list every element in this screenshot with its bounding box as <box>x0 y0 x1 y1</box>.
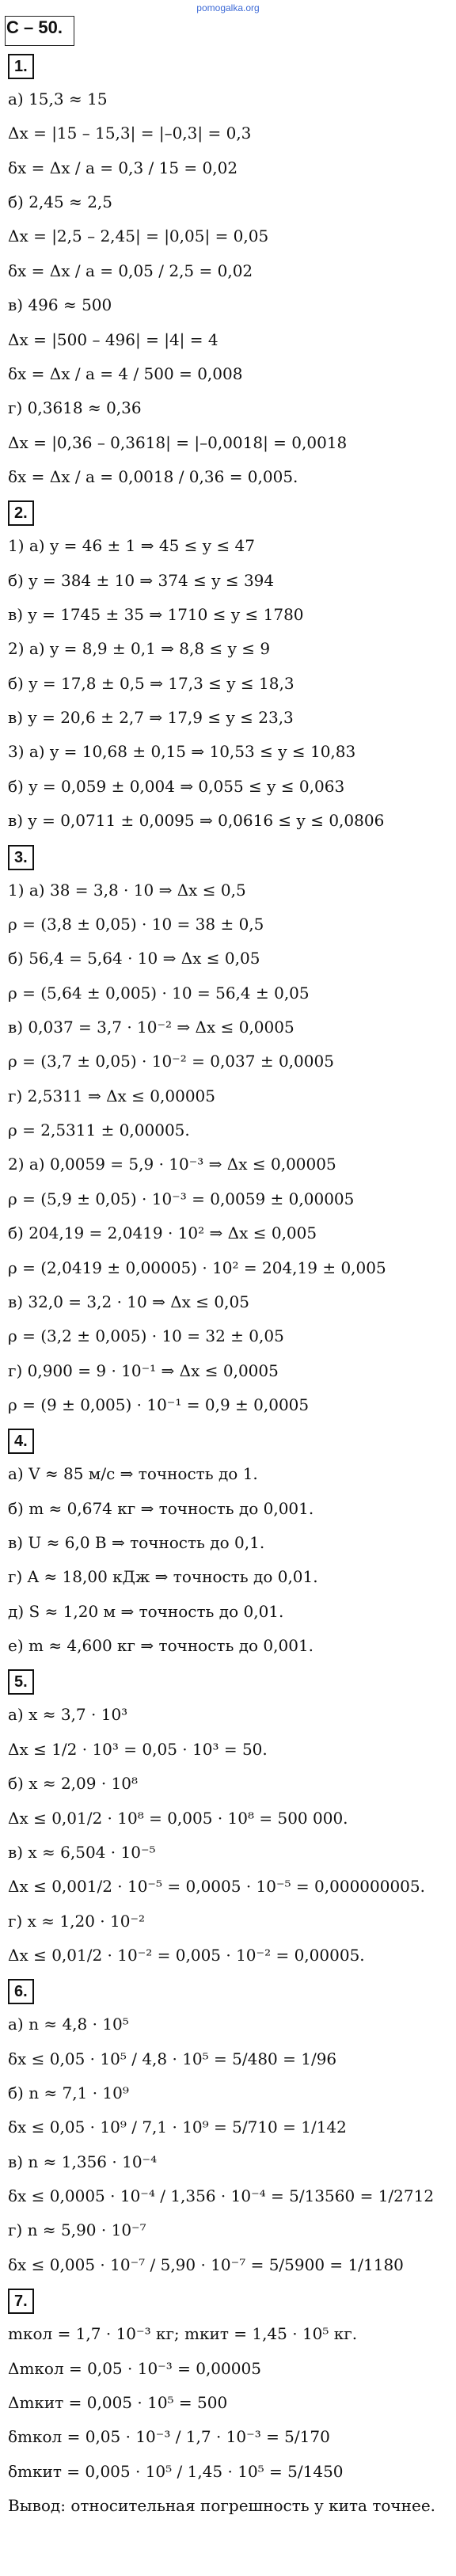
solution-line: б) y = 384 ± 10 ⇒ 374 ≤ y ≤ 394 <box>8 570 275 590</box>
solution-line: г) 0,3618 ≈ 0,36 <box>8 398 142 418</box>
solution-line: г) 2,5311 ⇒ Δx ≤ 0,00005 <box>8 1086 215 1105</box>
section-number: 7. <box>8 2289 34 2314</box>
solution-line: в) 0,037 = 3,7 · 10⁻² ⇒ Δx ≤ 0,0005 <box>8 1017 294 1037</box>
section-number: 3. <box>8 845 34 870</box>
solution-line: δx = Δx / a = 0,05 / 2,5 = 0,02 <box>8 261 253 280</box>
solution-line: г) n ≈ 5,90 · 10⁻⁷ <box>8 2220 146 2240</box>
solution-line: δx ≤ 0,05 · 10⁵ / 4,8 · 10⁵ = 5/480 = 1/96 <box>8 2049 337 2068</box>
solution-line: д) S ≈ 1,20 м ⇒ точность до 0,01. <box>8 1601 284 1621</box>
solution-line: 2) а) y = 8,9 ± 0,1 ⇒ 8,8 ≤ y ≤ 9 <box>8 639 271 659</box>
section-number: 4. <box>8 1429 34 1454</box>
solution-line: в) y = 20,6 ± 2,7 ⇒ 17,9 ≤ y ≤ 23,3 <box>8 708 294 728</box>
section-number: 1. <box>8 54 34 79</box>
solution-line: δx = Δx / a = 0,0018 / 0,36 = 0,005. <box>8 466 298 486</box>
page-title: С – 50. <box>6 17 63 37</box>
solution-line: в) y = 0,0711 ± 0,0095 ⇒ 0,0616 ≤ y ≤ 0,0806 <box>8 811 385 831</box>
conclusion: Вывод: относительная погрешность у кита точнее. <box>8 2496 436 2515</box>
solution-line: а) x ≈ 3,7 · 10³ <box>8 1705 128 1725</box>
solution-line: б) y = 0,059 ± 0,004 ⇒ 0,055 ≤ y ≤ 0,063 <box>8 776 345 796</box>
solution-line: ρ = (5,64 ± 0,005) · 10 = 56,4 ± 0,05 <box>8 983 310 1003</box>
solution-line: е) m ≈ 4,600 кг ⇒ точность до 0,001. <box>8 1636 314 1656</box>
solution-line: в) 32,0 = 3,2 · 10 ⇒ Δx ≤ 0,05 <box>8 1292 249 1311</box>
solution-line: ρ = (5,9 ± 0,05) · 10⁻³ = 0,0059 ± 0,00005 <box>8 1189 355 1208</box>
solution-line: Δx ≤ 0,001/2 · 10⁻⁵ = 0,0005 · 10⁻⁵ = 0,000000005. <box>8 1877 425 1897</box>
solution-line: г) 0,900 = 9 · 10⁻¹ ⇒ Δx ≤ 0,0005 <box>8 1360 279 1380</box>
solution-line: в) y = 1745 ± 35 ⇒ 1710 ≤ y ≤ 1780 <box>8 605 304 625</box>
solution-line: Δx = |15 – 15,3| = |–0,3| = 0,3 <box>8 124 252 143</box>
solution-line: 1) а) 38 = 3,8 · 10 ⇒ Δx ≤ 0,5 <box>8 880 246 900</box>
solution-line: а) V ≈ 85 м/с ⇒ точность до 1. <box>8 1464 258 1484</box>
solution-line: Δx = |0,36 – 0,3618| = |–0,0018| = 0,0018 <box>8 432 348 452</box>
section-number: 6. <box>8 1979 34 2004</box>
solution-line: δx = Δx / a = 0,3 / 15 = 0,02 <box>8 158 238 177</box>
solution-line: 2) а) 0,0059 = 5,9 · 10⁻³ ⇒ Δx ≤ 0,00005 <box>8 1155 336 1174</box>
solution-line: Δx = |2,5 – 2,45| = |0,05| = 0,05 <box>8 226 269 246</box>
solution-line: mкол = 1,7 · 10⁻³ кг; mкит = 1,45 · 10⁵ кг. <box>8 2324 358 2344</box>
section-4 <box>0 1422 456 1663</box>
section-5 <box>0 1663 456 1973</box>
solution-line: ρ = (3,8 ± 0,05) · 10 = 38 ± 0,5 <box>8 914 264 934</box>
solution-line: δmкит = 0,005 · 10⁵ / 1,45 · 10⁵ = 5/1450 <box>8 2461 344 2481</box>
solution-line: б) m ≈ 0,674 кг ⇒ точность до 0,001. <box>8 1498 314 1518</box>
solution-line: ρ = 2,5311 ± 0,00005. <box>8 1121 190 1140</box>
solution-line: Δx ≤ 0,01/2 · 10⁸ = 0,005 · 10⁸ = 500 000. <box>8 1808 348 1828</box>
section-7 <box>0 2282 456 2489</box>
solution-line: а) n ≈ 4,8 · 10⁵ <box>8 2015 129 2034</box>
solution-line: а) 15,3 ≈ 15 <box>8 89 108 108</box>
solution-line: в) 496 ≈ 500 <box>8 295 112 315</box>
solution-line: б) x ≈ 2,09 · 10⁸ <box>8 1774 139 1794</box>
solution-line: Δx ≤ 0,01/2 · 10⁻² = 0,005 · 10⁻² = 0,00005. <box>8 1945 365 1965</box>
solution-line: г) A ≈ 18,00 кДж ⇒ точность до 0,01. <box>8 1567 318 1587</box>
solution-line: б) y = 17,8 ± 0,5 ⇒ 17,3 ≤ y ≤ 18,3 <box>8 673 294 693</box>
solution-line: в) x ≈ 6,504 · 10⁻⁵ <box>8 1842 156 1862</box>
site-watermark-top: pomogalka.org <box>196 2 260 13</box>
section-3 <box>0 839 456 1423</box>
solution-line: Δmкит = 0,005 · 10⁵ = 500 <box>8 2392 228 2412</box>
solution-line: δx = Δx / a = 4 / 500 = 0,008 <box>8 363 243 383</box>
section-number: 2. <box>8 500 34 526</box>
section-1 <box>0 48 456 494</box>
solution-line: в) U ≈ 6,0 В ⇒ точность до 0,1. <box>8 1533 265 1553</box>
solution-line: Δmкол = 0,05 · 10⁻³ = 0,00005 <box>8 2358 261 2378</box>
solution-line: ρ = (3,7 ± 0,05) · 10⁻² = 0,037 ± 0,0005 <box>8 1052 334 1071</box>
solution-line: ρ = (2,0419 ± 0,00005) · 10² = 204,19 ± 0,005 <box>8 1258 386 1277</box>
solution-document <box>0 48 456 2523</box>
solution-line: г) x ≈ 1,20 · 10⁻² <box>8 1911 146 1931</box>
solution-line: δx ≤ 0,005 · 10⁻⁷ / 5,90 · 10⁻⁷ = 5/5900 = 1/1180 <box>8 2254 404 2274</box>
solution-line: б) n ≈ 7,1 · 10⁹ <box>8 2083 129 2103</box>
solution-line: ρ = (3,2 ± 0,005) · 10 = 32 ± 0,05 <box>8 1326 284 1346</box>
solution-line: δx ≤ 0,05 · 10⁹ / 7,1 · 10⁹ = 5/710 = 1/142 <box>8 2117 347 2137</box>
solution-line: δx ≤ 0,0005 · 10⁻⁴ / 1,356 · 10⁻⁴ = 5/13560 = 1/2712 <box>8 2186 435 2206</box>
section-6 <box>0 1973 456 2282</box>
solution-line: 3) а) y = 10,68 ± 0,15 ⇒ 10,53 ≤ y ≤ 10,83 <box>8 742 356 762</box>
page-header <box>0 0 456 13</box>
section-number: 5. <box>8 1669 34 1695</box>
solution-line: 1) а) y = 46 ± 1 ⇒ 45 ≤ y ≤ 47 <box>8 536 256 556</box>
solution-line: б) 2,45 ≈ 2,5 <box>8 192 113 212</box>
solution-line: ρ = (9 ± 0,005) · 10⁻¹ = 0,9 ± 0,0005 <box>8 1395 310 1414</box>
solution-line: б) 204,19 = 2,0419 · 10² ⇒ Δx ≤ 0,005 <box>8 1223 317 1243</box>
solution-line: Δx ≤ 1/2 · 10³ = 0,05 · 10³ = 50. <box>8 1739 268 1759</box>
section-2 <box>0 494 456 838</box>
solution-line: Δx = |500 – 496| = |4| = 4 <box>8 329 218 349</box>
solution-line: б) 56,4 = 5,64 · 10 ⇒ Δx ≤ 0,05 <box>8 949 260 968</box>
solution-line: в) n ≈ 1,356 · 10⁻⁴ <box>8 2152 158 2171</box>
solution-line: δmкол = 0,05 · 10⁻³ / 1,7 · 10⁻³ = 5/170 <box>8 2427 330 2447</box>
